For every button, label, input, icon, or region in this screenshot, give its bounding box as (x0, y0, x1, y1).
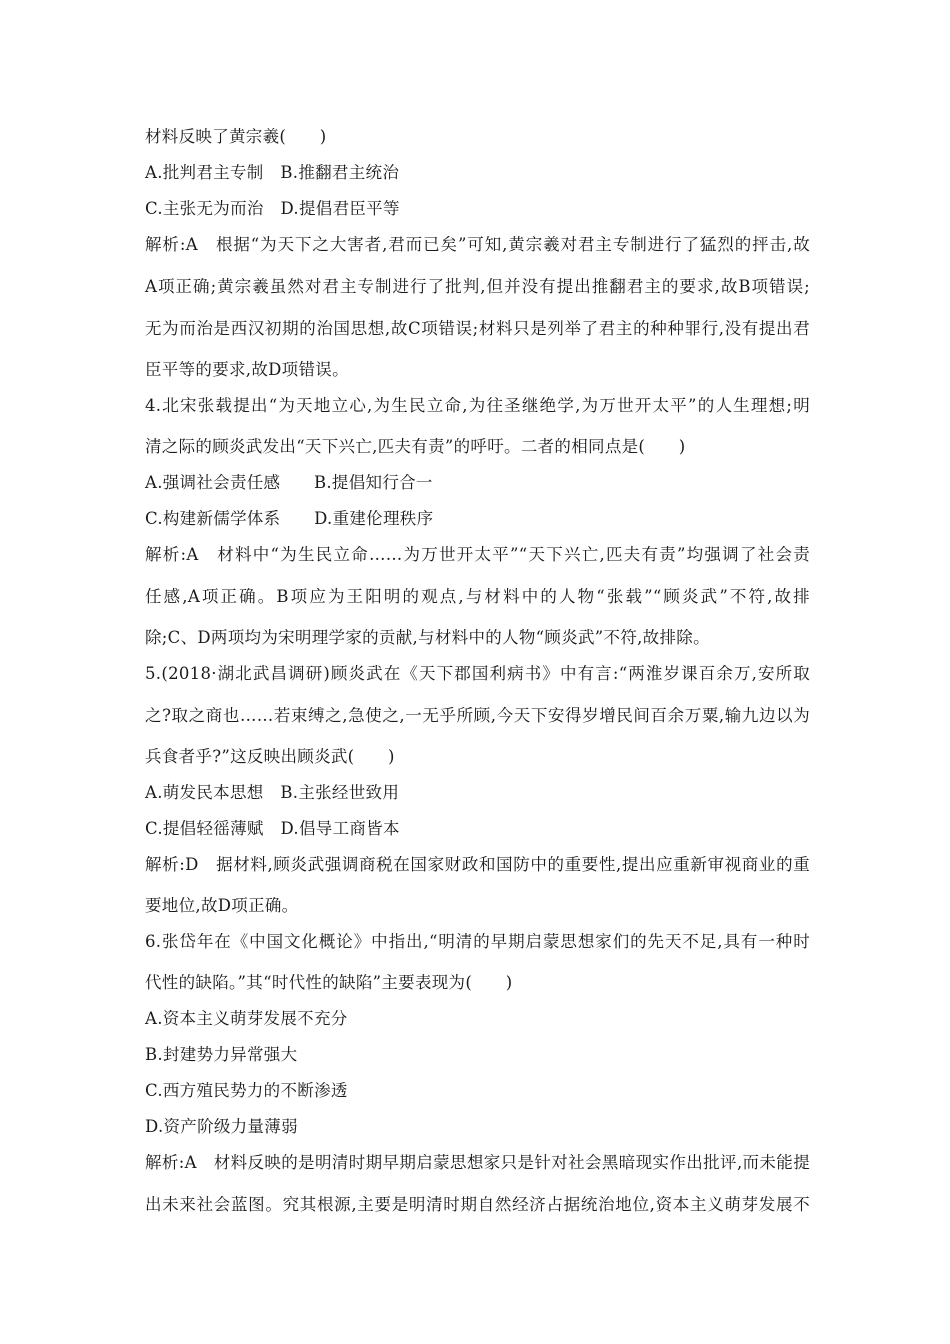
option-line: C.主张无为而治 D.提倡君臣平等 (145, 199, 400, 218)
analysis-line: 解析:A 材料反映的是明清时期早期启蒙思想家只是针对社会黑暗现实作出批评,而未能提 (145, 1153, 810, 1172)
analysis-line: 无为而治是西汉初期的治国思想,故C项错误;材料只是列举了君主的种种罪行,没有提出君 (145, 319, 810, 338)
analysis-line: A项正确;黄宗羲虽然对君主专制进行了批判,但并没有提出推翻君主的要求,故B项错误; (145, 277, 810, 296)
option-line: C.提倡轻徭薄赋 D.倡导工商皆本 (145, 819, 400, 838)
analysis-line: 任感,A项正确。B项应为王阳明的观点,与材料中的人物“张载”“顾炎武”不符,故排 (145, 587, 810, 606)
question-5-line: 兵食者乎?”这反映出顾炎武( ) (145, 747, 395, 766)
option-line: A.强调社会责任感 B.提倡知行合一 (145, 473, 433, 492)
question-5-line: 之?取之商也……若束缚之,急使之,一无乎所顾,今天下安得岁增民间百余万粟,输九边以为 (145, 706, 810, 725)
analysis-line: 除;C、D两项均为宋明理学家的贡献,与材料中的人物“顾炎武”不符,故排除。 (145, 628, 710, 647)
analysis-line: 解析:A 材料中“为生民立命……为万世开太平”“天下兴亡,匹夫有责”均强调了社会责 (145, 545, 810, 564)
analysis-line: 臣平等的要求,故D项错误。 (145, 360, 349, 379)
question-4-line: 4.北宋张载提出“为天地立心,为生民立命,为往圣继绝学,为万世开太平”的人生理想;明 (145, 396, 810, 415)
question-6-line: 代性的缺陷。”其“时代性的缺陷”主要表现为( ) (145, 973, 513, 992)
option-line: B.封建势力异常强大 (145, 1045, 298, 1064)
option-line: A.批判君主专制 B.推翻君主统治 (145, 163, 400, 182)
analysis-line: 要地位,故D项正确。 (145, 896, 299, 915)
question-6-line: 6.张岱年在《中国文化概论》中指出,“明清的早期启蒙思想家们的先天不足,具有一种时 (145, 932, 810, 951)
option-line: C.构建新儒学体系 D.重建伦理秩序 (145, 509, 434, 528)
question-5-line: 5.(2018·湖北武昌调研)顾炎武在《天下郡国利病书》中有言:“两淮岁课百余万,安所取 (145, 664, 810, 683)
option-line: A.萌发民本思想 B.主张经世致用 (145, 783, 400, 802)
question-stem-line: 材料反映了黄宗羲( ) (145, 127, 327, 146)
analysis-line: 解析:D 据材料,顾炎武强调商税在国家财政和国防中的重要性,提出应重新审视商业的重 (145, 855, 810, 874)
question-4-line: 清之际的顾炎武发出“天下兴亡,匹夫有责”的呼吁。二者的相同点是( ) (145, 437, 686, 456)
option-line: D.资产阶级力量薄弱 (145, 1117, 298, 1136)
analysis-line: 出未来社会蓝图。究其根源,主要是明清时期自然经济占据统治地位,资本主义萌芽发展不 (145, 1195, 810, 1214)
analysis-line: 解析:A 根据“为天下之大害者,君而已矣”可知,黄宗羲对君主专制进行了猛烈的抨击,故 (145, 235, 810, 254)
option-line: A.资本主义萌芽发展不充分 (145, 1009, 348, 1028)
option-line: C.西方殖民势力的不断渗透 (145, 1081, 348, 1100)
